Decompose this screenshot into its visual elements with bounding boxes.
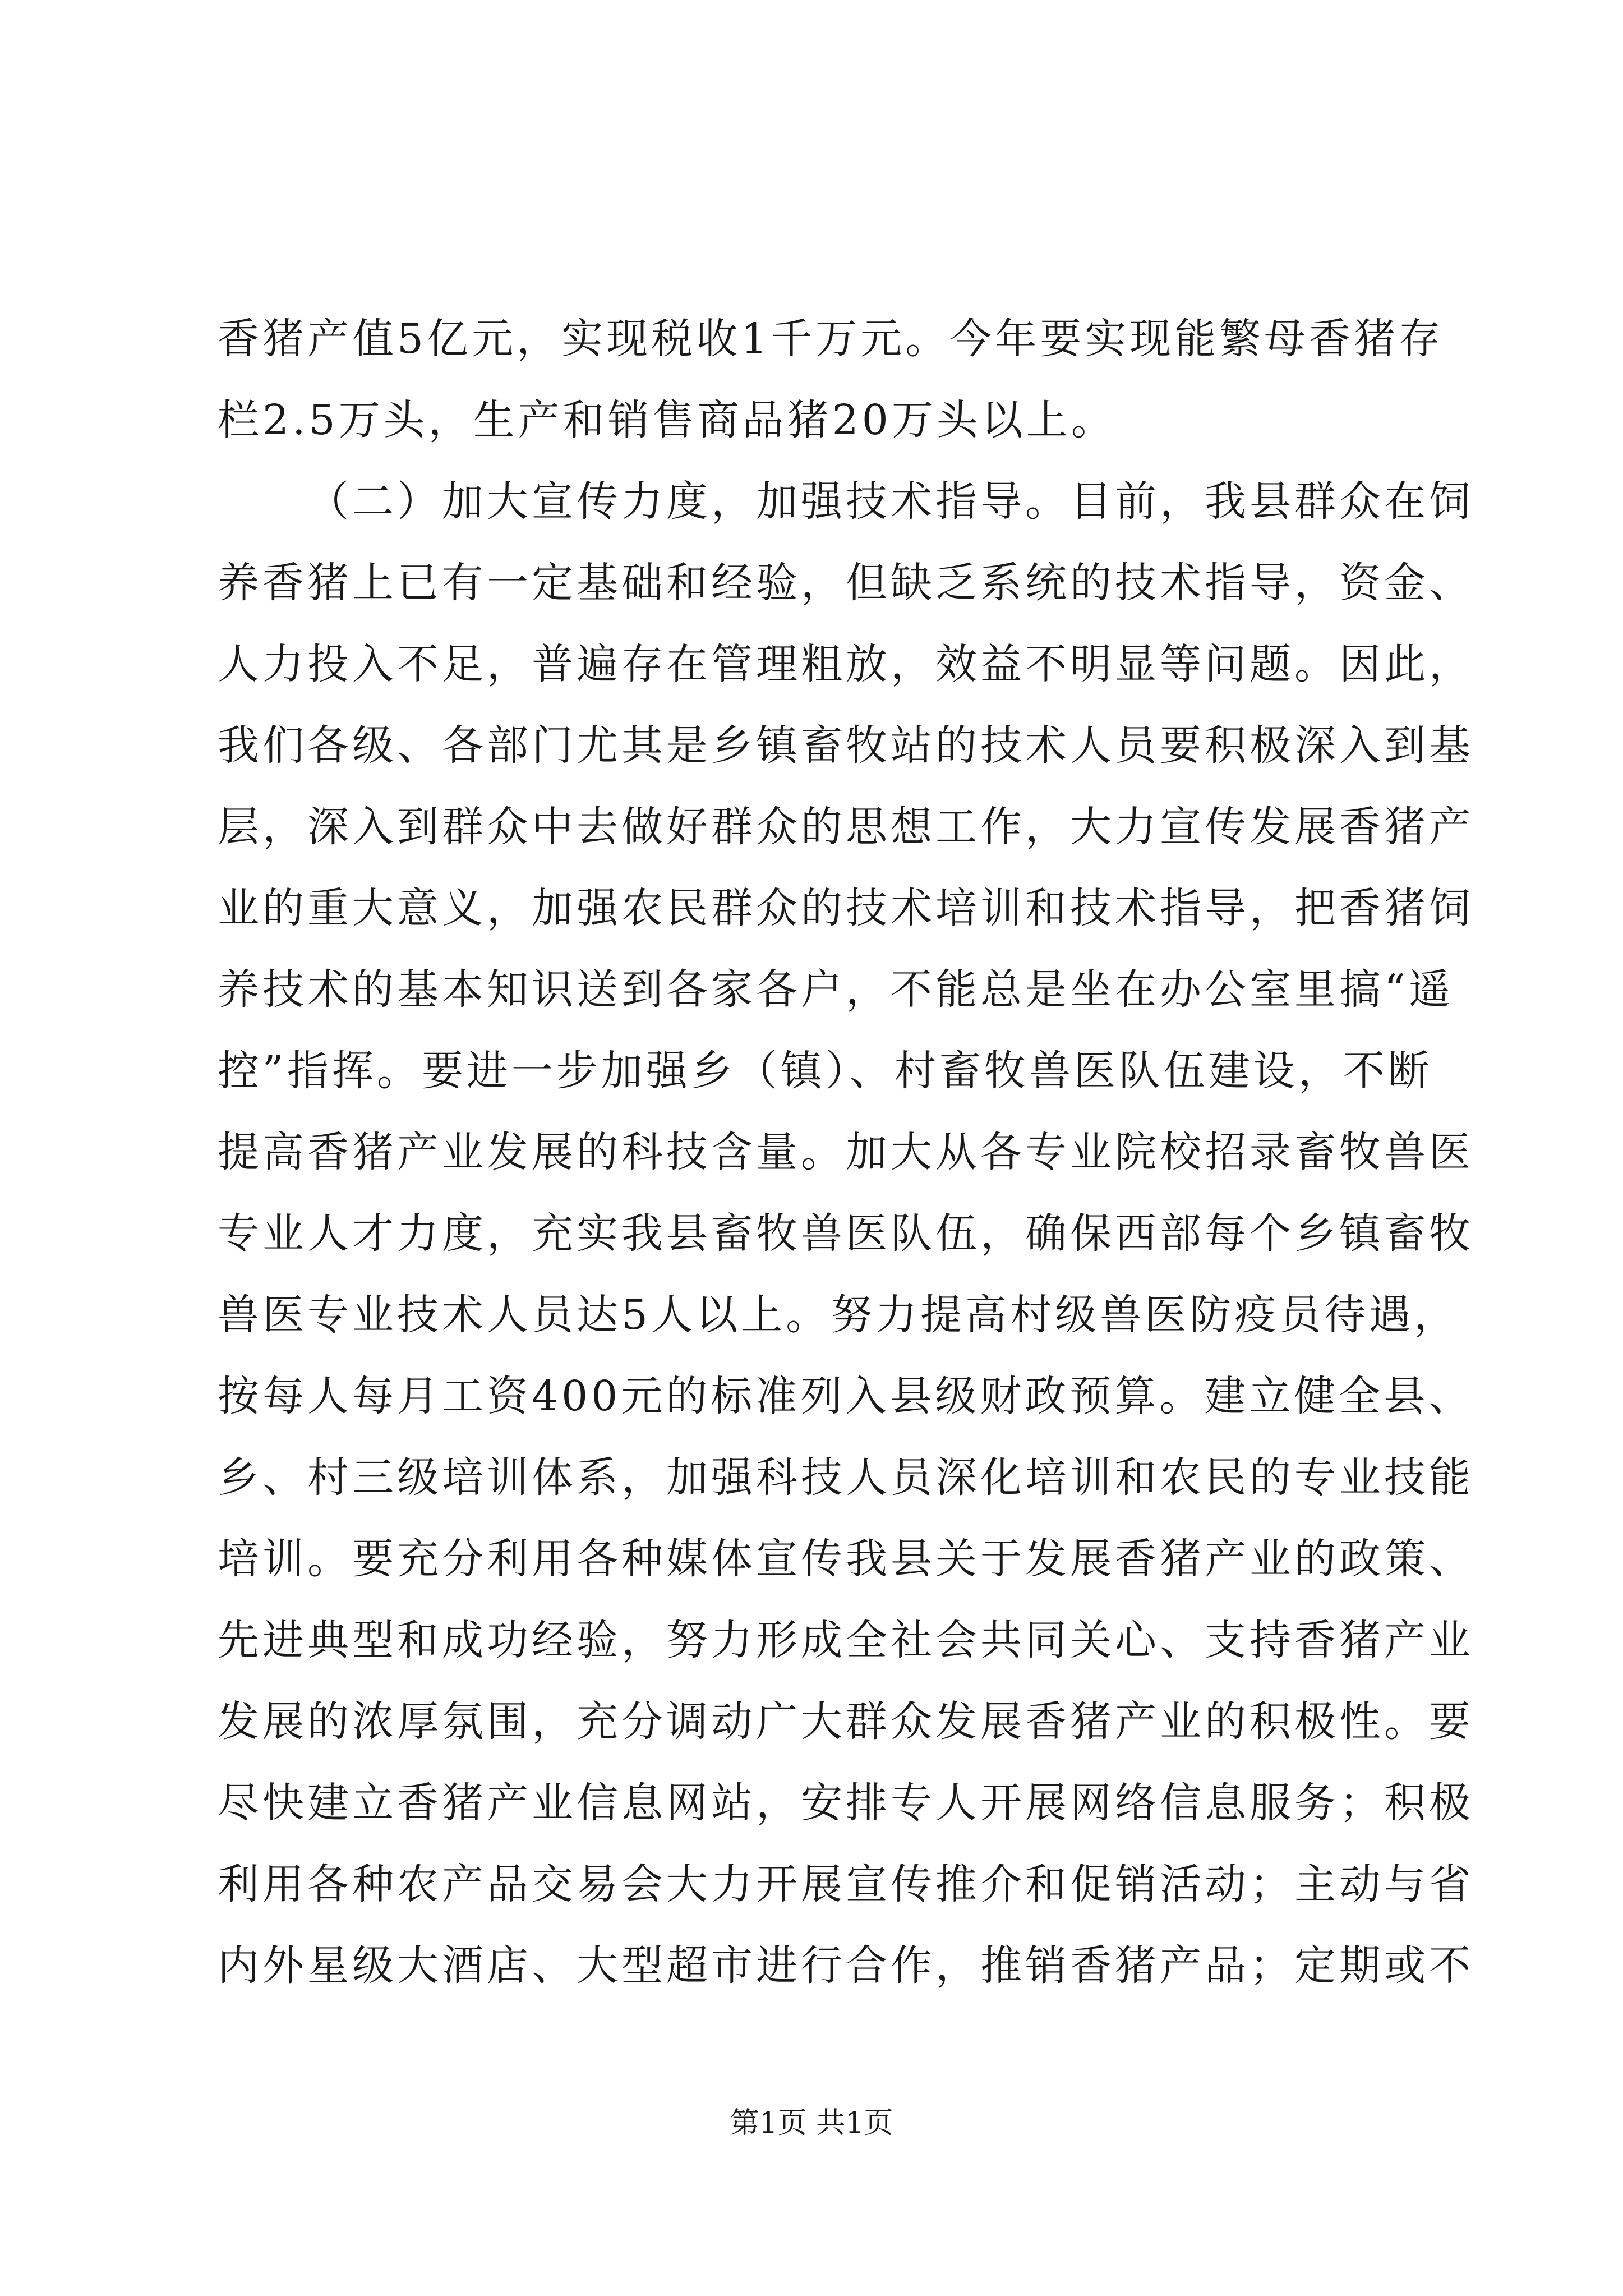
text-line: 利用各种农产品交易会大力开展宣传推介和促销活动；主动与省: [218, 1860, 1474, 1908]
text-line: 乡、村三级培训体系，加强科技人员深化培训和农民的专业技能: [218, 1453, 1474, 1502]
text-line: 层，深入到群众中去做好群众的思想工作，大力宣传发展香猪产: [218, 803, 1474, 851]
document-body: [218, 298, 1474, 2007]
text-line: 人力投入不足，普遍存在管理粗放，效益不明显等问题。因此，: [218, 640, 1474, 688]
paragraph-1: [218, 298, 1444, 461]
text-line: 培训。要充分利用各种媒体宣传我县关于发展香猪产业的政策、: [218, 1535, 1474, 1583]
text-line: 提高香猪产业发展的科技含量。加大从各专业院校招录畜牧兽医: [218, 1128, 1474, 1176]
text-line: 业的重大意义，加强农民群众的技术培训和技术指导，把香猪饲: [218, 884, 1474, 932]
text-line: 内外星级大酒店、大型超市进行合作，推销香猪产品；定期或不: [218, 1941, 1474, 1990]
text-line: 兽医专业技术人员达5人以上。努力提高村级兽医防疫员待遇，: [218, 1291, 1459, 1339]
text-line: 专业人才力度，充实我县畜牧兽医队伍，确保西部每个乡镇畜牧: [218, 1209, 1474, 1258]
paragraph-2: [218, 461, 1474, 2007]
text-line: 我们各级、各部门尤其是乡镇畜牧站的技术人员要积极深入到基: [218, 721, 1474, 770]
page-number-label: 第1页 共1页: [730, 2106, 893, 2140]
text-line: 按每人每月工资400元的标准列入县级财政预算。建立健全县、: [218, 1372, 1474, 1420]
text-line: 香猪产值5亿元，实现税收1千万元。今年要实现能繁母香猪存: [218, 315, 1444, 363]
text-line: 控”指挥。要进一步加强乡（镇）、村畜牧兽医队伍建设，不断: [218, 1047, 1433, 1095]
text-line: 养香猪上已有一定基础和经验，但缺乏系统的技术指导，资金、: [218, 559, 1474, 607]
text-line: 养技术的基本知识送到各家各户，不能总是坐在办公室里搞“遥: [218, 965, 1454, 1014]
text-line: （二）加大宣传力度，加强技术指导。目前，我县群众在饲: [307, 477, 1474, 526]
text-line: 尽快建立香猪产业信息网站，安排专人开展网络信息服务；积极: [218, 1779, 1474, 1827]
text-line: 先进典型和成功经验，努力形成全社会共同关心、支持香猪产业: [218, 1616, 1474, 1664]
page-footer: [0, 2106, 1623, 2140]
text-line: 栏2.5万头，生产和销售商品猪20万头以上。: [218, 396, 1116, 444]
text-line: 发展的浓厚氛围，充分调动广大群众发展香猪产业的积极性。要: [218, 1697, 1474, 1746]
